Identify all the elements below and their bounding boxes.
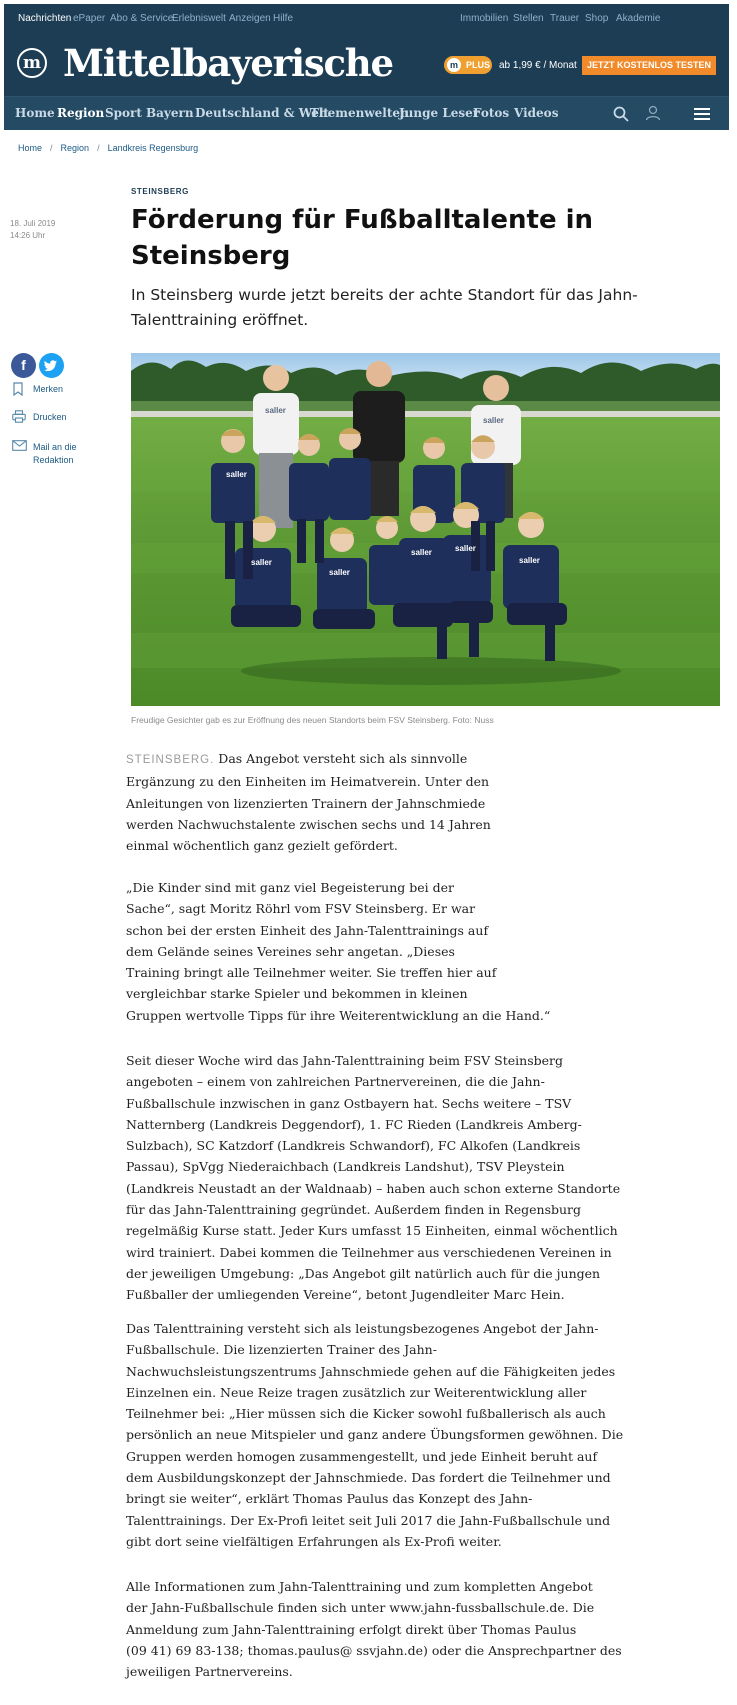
breadcrumb-separator: / — [97, 143, 100, 153]
breadcrumb-region[interactable]: Region — [60, 143, 90, 153]
search-icon[interactable] — [613, 106, 629, 122]
paragraph-line: Fußballschule. Die lizenzierten Trainer des Jahn- — [126, 1342, 437, 1358]
paragraph-line: für das Jahn-Talenttraining gegründet. Außerdem finden in Regensburg — [126, 1202, 582, 1218]
paragraph-line: einmal wöchentlich ganz gezielt gefördert. — [126, 838, 398, 854]
breadcrumb-home[interactable]: Home — [18, 143, 43, 153]
shirt-print: saller — [226, 470, 247, 479]
shirt-print: saller — [251, 558, 272, 567]
paragraph-line: Teilnehmer bei: „Hier müssen sich die Kicker sowohl fußballerisch als auch — [126, 1406, 606, 1422]
nav-item-bayern[interactable]: Bayern — [146, 106, 194, 120]
paragraph-line: Das Talenttraining versteht sich als leistungsbezogenes Angebot der Jahn- — [126, 1321, 599, 1336]
mail-editor-action[interactable] — [12, 441, 82, 467]
free-trial-button[interactable]: JETZT KOSTENLOS TESTEN — [582, 56, 716, 75]
topbar-link-hilfe[interactable]: Hilfe — [273, 13, 294, 24]
topbar-link-stellen[interactable]: Stellen — [513, 13, 544, 24]
top-bar — [4, 4, 729, 34]
mail-editor-label: Mail an die Redaktion — [33, 442, 77, 465]
paragraph-line: „Die Kinder sind mit ganz viel Begeisterung bei der — [126, 880, 454, 895]
publish-time: 14:26 Uhr — [10, 231, 46, 240]
paragraph-line: Anmeldung zum Jahn-Talenttraining erfolgt direkt über Thomas Paulus — [126, 1621, 577, 1637]
logo-row — [4, 34, 729, 96]
paragraph-line: (09 41) 69 83-138; thomas.paulus@ ssvjahn.de) oder die Ansprechpartner des — [126, 1642, 622, 1658]
printer-icon — [12, 410, 26, 423]
nav-item-home[interactable]: Home — [15, 106, 55, 120]
nav-item-deutschland-welt[interactable]: Deutschland & Welt — [195, 106, 329, 120]
site-logo[interactable]: Mittelbayerische — [63, 41, 393, 85]
paragraph-line: Fußballschule inzwischen in ganz Ostbayern hat. Sechs weitere – TSV — [126, 1095, 572, 1111]
article-dateline — [10, 218, 55, 242]
article-headline: Förderung für Fußballtalente in Steinsberg — [131, 205, 594, 271]
paragraph-line: vergleichbar starke Spieler und bekommen in kleinen — [126, 986, 468, 1002]
article-kicker[interactable]: STEINSBERG — [131, 187, 190, 196]
plus-badge-label: PLUS — [466, 60, 491, 70]
paragraph-line: Gruppen werden homogen zusammengestellt, und jede Einheit beruht auf — [126, 1448, 598, 1464]
paragraph-line: werden Nachwuchstalente zwischen sechs und 14 Jahren — [126, 816, 491, 832]
twitter-share-icon[interactable] — [39, 353, 64, 378]
paragraph-line: Natternberg (Landkreis Deggendorf), 1. FC Rieden (Landkreis Amberg- — [126, 1116, 582, 1132]
paragraph-line: (Landkreis Neustadt an der Waldnaab) – haben auch schon externe Standorte — [126, 1180, 621, 1196]
breadcrumb-landkreis-regensburg[interactable]: Landkreis Regensburg — [107, 143, 199, 153]
shirt-print: saller — [519, 556, 540, 565]
article-paragraph-5 — [126, 1576, 622, 1682]
article-dateline-location: STEINSBERG. — [126, 754, 215, 766]
paragraph-line: wird trainiert. Dabei kommen die Teilnehmer aus verschiedenen Vereinen in — [126, 1244, 612, 1260]
paragraph-line: schon bei der ersten Einheit des Jahn-Talenttrainings auf — [126, 922, 489, 938]
paragraph-line: Nachwuchsleistungszentrums Jahnschmiede gehen auf die Fähigkeiten jedes — [126, 1363, 616, 1379]
topbar-link-epaper[interactable]: ePaper — [73, 13, 106, 24]
topbar-link-nachrichten[interactable]: Nachrichten — [18, 13, 72, 24]
topbar-link-shop[interactable]: Shop — [585, 13, 609, 24]
bookmark-action[interactable] — [12, 383, 63, 396]
main-nav — [4, 96, 729, 130]
nav-item-sport[interactable]: Sport — [105, 106, 142, 120]
article-teaser: In Steinsberg wurde jetzt bereits der achte Standort für das Jahn-Talenttraining eröffnet. — [131, 286, 638, 329]
print-label: Drucken — [33, 412, 67, 422]
nav-item-junge-leser[interactable]: Junge Leser — [399, 106, 480, 120]
paragraph-line: Seit dieser Woche wird das Jahn-Talenttraining beim FSV Steinsberg — [126, 1053, 563, 1068]
hamburger-menu-icon[interactable] — [694, 107, 710, 121]
paragraph-line: bringt sie weiter“, erklärt Thomas Paulus das Konzept des Jahn- — [126, 1491, 533, 1507]
logo-mark-icon[interactable]: m — [17, 48, 47, 78]
article-paragraph-1 — [126, 748, 491, 856]
paragraph-line: Ergänzung zu den Einheiten im Heimatverein. Unter den — [126, 774, 490, 790]
paragraph-line: der jeweiligen Umgebung: „Das Angebot gilt natürlich auch für die jungen — [126, 1265, 601, 1281]
publish-date: 18. Juli 2019 — [10, 219, 56, 228]
article-paragraph-4 — [126, 1318, 623, 1552]
plus-logo-icon: m — [447, 58, 461, 72]
paragraph-line: persönlich an neue Mitspieler und ganz andere Übungsformen gewöhnen. Die — [126, 1427, 624, 1443]
paragraph-line: Anleitungen von lizenzierten Trainern der Jahnschmiede — [126, 795, 486, 811]
bookmark-icon — [12, 382, 24, 396]
paragraph-line: Sache“, sagt Moritz Röhrl vom FSV Steinsberg. Er war — [126, 901, 476, 917]
topbar-link-erlebniswelt[interactable]: Erlebniswelt — [172, 13, 226, 24]
paragraph-line: Sulzbach), SC Katzdorf (Landkreis Schwandorf), FC Alkofen (Landkreis — [126, 1138, 581, 1154]
user-icon[interactable] — [645, 105, 661, 121]
shirt-print: saller — [411, 548, 432, 557]
breadcrumb-separator: / — [50, 143, 53, 153]
plus-badge[interactable] — [444, 56, 492, 74]
paragraph-line: Gruppen wertvolle Tipps für ihre Weiterentwicklung an die Hand.“ — [126, 1007, 551, 1023]
shirt-print: saller — [329, 568, 350, 577]
paragraph-line: jeweiligen Partnervereins. — [126, 1664, 293, 1680]
paragraph-line: der Jahn-Fußballschule finden sich unter www.jahn-fussballschule.de. Die — [126, 1600, 595, 1616]
paragraph-line: Training bringt alle Teilnehmer weiter. Sie treffen hier auf — [126, 965, 497, 981]
plus-price: ab 1,99 € / Monat — [499, 60, 577, 71]
paragraph-line: Das Angebot versteht sich als sinnvolle — [214, 751, 468, 766]
paragraph-line: dem Ausbildungskonzept der Jahnschmiede. Das fordert die Teilnehmer und — [126, 1470, 611, 1486]
mail-icon — [12, 440, 27, 451]
topbar-link-abo-service[interactable]: Abo & Service — [110, 13, 174, 24]
paragraph-line: Fußballer der umliegenden Vereine“, betont Jugendleiter Marc Hein. — [126, 1287, 565, 1303]
topbar-link-anzeigen[interactable]: Anzeigen — [229, 13, 271, 24]
nav-item-region[interactable]: Region — [57, 106, 105, 120]
paragraph-line: Einzelnen ein. Neue Reize tragen zusätzlich zur Weiterentwicklung aller — [126, 1384, 587, 1400]
paragraph-line: Passau), SpVgg Niederaichbach (Landkreis Landshut), TSV Pleystein — [126, 1159, 565, 1175]
paragraph-line: Alle Informationen zum Jahn-Talenttraining und zum kompletten Angebot — [126, 1579, 593, 1594]
site-header — [4, 4, 729, 130]
article-photo[interactable] — [131, 353, 720, 706]
nav-item-fotos[interactable]: Fotos — [473, 106, 510, 120]
shirt-print: saller — [483, 416, 504, 425]
shirt-print: saller — [455, 544, 476, 553]
article-paragraph-2 — [126, 877, 550, 1026]
facebook-share-icon[interactable]: f — [11, 353, 36, 378]
nav-item-themenwelten[interactable]: Themenwelten — [310, 106, 409, 120]
breadcrumb — [18, 143, 198, 153]
nav-item-videos[interactable]: Videos — [514, 106, 559, 120]
photo-caption: Freudige Gesichter gab es zur Eröffnung des neuen Standorts beim FSV Steinsberg. Foto: Nuss — [131, 715, 494, 725]
paragraph-line: Talenttrainings. Der Ex-Profi leitet seit Juli 2017 die Jahn-Fußballschule und — [126, 1512, 611, 1528]
article-paragraph-3 — [126, 1050, 620, 1306]
paragraph-line: gibt dort seine vielfältigen Erfahrungen als Ex-Profi weiter. — [126, 1533, 502, 1549]
topbar-link-akademie[interactable]: Akademie — [616, 13, 661, 24]
paragraph-line: dem Gelände seines Vereines sehr angetan. „Dieses — [126, 943, 455, 959]
paragraph-line: regelmäßig Kurse statt. Jeder Kurs umfasst 15 Einheiten, einmal wöchentlich — [126, 1223, 618, 1239]
topbar-link-trauer[interactable]: Trauer — [550, 13, 580, 24]
topbar-link-immobilien[interactable]: Immobilien — [460, 13, 509, 24]
print-action[interactable] — [12, 411, 67, 424]
paragraph-line: angeboten – einem von zahlreichen Partnervereinen, die die Jahn- — [126, 1074, 545, 1090]
bookmark-label: Merken — [33, 384, 64, 394]
shirt-print: saller — [265, 406, 286, 415]
